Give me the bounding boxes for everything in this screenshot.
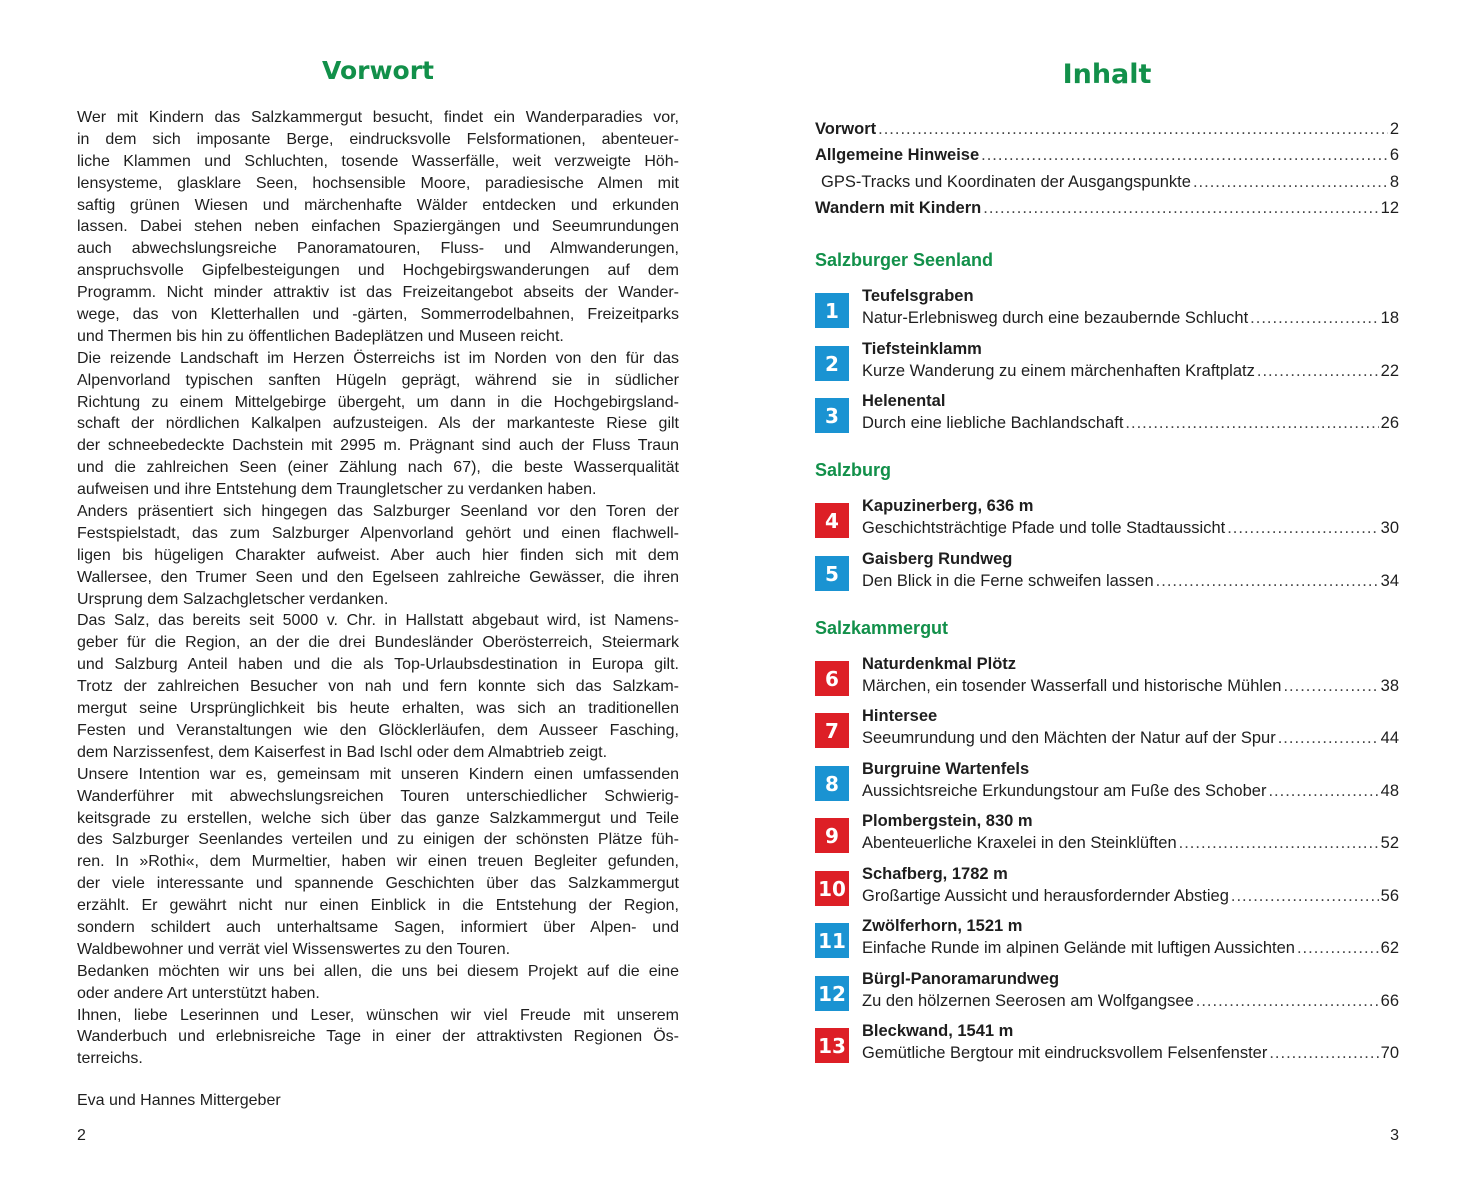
tour-entry[interactable] bbox=[815, 655, 1399, 704]
foreword-line: Wanderbuch und erlebnisreiche Tage in einer der attraktivsten Regionen Ös- bbox=[77, 1028, 679, 1046]
toc-entry-label: Vorwort bbox=[815, 120, 877, 138]
foreword-line: sondern schildert auch unterhaltsame Sagen, informiert über Alpen- und bbox=[77, 918, 679, 936]
tour-number-badge: 12 bbox=[815, 976, 849, 1011]
foreword-line: anspruchsvolle Gipfelbesteigungen und Hochgebirgswanderungen auf dem bbox=[77, 262, 679, 280]
foreword-line: dem Narzissenfest, dem Kaiserfest in Bad Ischl oder dem Almabtrieb zeigt. bbox=[77, 743, 608, 761]
foreword-line: erzählt. Er gewährt nicht nur einen Einblick in die Entstehung der Region, bbox=[77, 897, 679, 915]
foreword-line: Festspielstadt, das zum Salzburger Alpenvorland gehört und einen flachwell- bbox=[77, 524, 679, 542]
section-heading-salzburg: Salzburg bbox=[815, 460, 892, 480]
foreword-line: Wallersee, den Trumer Seen und den Egelseen zahlreiche Gewässer, die ihren bbox=[77, 568, 679, 586]
tour-description: Kurze Wanderung zu einem märchenhaften Kraftplatz bbox=[862, 362, 1255, 380]
foreword-line: des Salzburger Seenlandes verteilen und zu einigen der schönsten Plätze füh- bbox=[77, 831, 679, 849]
tour-number-badge: 2 bbox=[815, 346, 849, 381]
tour-entry[interactable] bbox=[815, 707, 1399, 756]
tour-title: Teufelsgraben bbox=[862, 287, 974, 305]
foreword-line: Ursprung dem Salzachgletscher verdanken. bbox=[77, 590, 389, 608]
foreword-line: in dem sich imposante Berge, eindrucksvolle Felsformationen, abenteuer- bbox=[77, 130, 679, 148]
tour-number-badge: 11 bbox=[815, 923, 849, 958]
tour-description: Aussichtsreiche Erkundungstour am Fuße des Schober bbox=[862, 782, 1267, 800]
section-heading-salzkammergut: Salzkammergut bbox=[815, 618, 949, 638]
foreword-line: wege, das von Kletterhallen und -gärten, Sommerrodelbahnen, Freizeitparks bbox=[77, 306, 679, 324]
tour-number-badge: 13 bbox=[815, 1028, 849, 1063]
tour-page: 34 bbox=[1380, 572, 1399, 590]
tour-page: 30 bbox=[1380, 519, 1399, 537]
tour-title: Plombergstein, 830 m bbox=[862, 812, 1033, 830]
toc-entry[interactable] bbox=[815, 199, 1399, 225]
tour-title: Helenental bbox=[862, 392, 946, 410]
tour-title: Tiefsteinklamm bbox=[862, 340, 982, 358]
foreword-line: der schneebedeckte Dachstein mit 2995 m. Prägnant sind auch der Fluss Traun bbox=[77, 437, 679, 455]
tour-title: Bürgl-Panoramarundweg bbox=[862, 970, 1060, 988]
tour-title: Naturdenkmal Plötz bbox=[862, 655, 1017, 673]
tour-entry[interactable] bbox=[815, 970, 1399, 1019]
dot-leader bbox=[1257, 362, 1379, 381]
dot-leader bbox=[1231, 887, 1379, 906]
foreword-line: Die reizende Landschaft im Herzen Österreichs ist im Norden von den für das bbox=[77, 349, 679, 367]
foreword-line: Anders präsentiert sich hingegen das Salzburger Seenland vor den Toren der bbox=[77, 503, 679, 521]
tour-description: Durch eine liebliche Bachlandschaft bbox=[862, 414, 1124, 432]
foreword-line: Festen und Veranstaltungen wie den Glöcklerläufen, dem Ausseer Fasching, bbox=[77, 721, 679, 739]
tour-number-badge: 7 bbox=[815, 713, 849, 748]
dot-leader bbox=[1196, 992, 1379, 1011]
dot-leader bbox=[1269, 1044, 1378, 1063]
toc-entry-page: 12 bbox=[1380, 198, 1399, 217]
toc-entry-label: Wandern mit Kindern bbox=[815, 198, 982, 217]
tour-page: 26 bbox=[1380, 414, 1399, 432]
toc-entry[interactable] bbox=[815, 120, 1399, 146]
tour-description-line bbox=[862, 939, 1399, 958]
foreword-text bbox=[77, 107, 679, 1070]
dot-leader bbox=[981, 146, 1388, 165]
tour-description-line bbox=[862, 834, 1399, 853]
page-title-vorwort: Vorwort bbox=[321, 56, 435, 85]
tour-description: Gemütliche Bergtour mit eindrucksvollem Felsenfenster bbox=[862, 1044, 1268, 1062]
tour-number-badge: 3 bbox=[815, 398, 849, 433]
tour-title: Burgruine Wartenfels bbox=[862, 760, 1030, 778]
tour-description-line bbox=[862, 677, 1399, 696]
tour-page: 44 bbox=[1380, 729, 1399, 747]
tour-page: 38 bbox=[1380, 677, 1399, 695]
tour-page: 48 bbox=[1380, 782, 1399, 800]
tour-entry[interactable] bbox=[815, 1022, 1399, 1071]
tour-number-badge: 6 bbox=[815, 661, 849, 696]
right-page bbox=[738, 0, 1477, 1182]
foreword-line: Alpenvorland typischen sanften Hügeln geprägt, während sie in südlicher bbox=[77, 371, 679, 389]
foreword-line: saftig grünen Wiesen und märchenhafte Wälder entdecken und erkunden bbox=[77, 196, 679, 214]
foreword-line: Bedanken möchten wir uns bei allen, die uns bei diesem Projekt auf die eine bbox=[77, 962, 679, 980]
tour-number-badge: 1 bbox=[815, 293, 849, 328]
tour-title: Bleckwand, 1541 m bbox=[862, 1022, 1014, 1040]
foreword-line: und Salzburg Anteil haben und die als Top-Urlaubsdestination in Europa gilt. bbox=[77, 656, 679, 674]
foreword-line: Waldbewohner und verrät viel Wissenswertes zu den Touren. bbox=[77, 940, 511, 958]
dot-leader bbox=[1179, 834, 1379, 853]
foreword-line: oder andere Art unterstützt haben. bbox=[77, 984, 320, 1002]
foreword-line: und die zahlreichen Seen (einer Zählung nach 67), die beste Wasserqualität bbox=[77, 459, 679, 477]
tour-description: Märchen, ein tosender Wasserfall und historische Mühlen bbox=[862, 677, 1282, 695]
tour-number-badge: 10 bbox=[815, 871, 849, 906]
dot-leader bbox=[1125, 414, 1378, 433]
tour-number-badge: 9 bbox=[815, 818, 849, 853]
toc-entry-page: 6 bbox=[1389, 146, 1399, 165]
tour-description: Natur-Erlebnisweg durch eine bezaubernde Schlucht bbox=[862, 309, 1249, 327]
foreword-line: ligen bis hügeligen Charakter aufweist. Aber auch hier finden sich mit dem bbox=[77, 546, 679, 564]
tour-title: Gaisberg Rundweg bbox=[862, 550, 1013, 568]
tour-description: Abenteuerliche Kraxelei in den Steinklüften bbox=[862, 834, 1177, 852]
tour-entry[interactable] bbox=[815, 392, 1399, 441]
tour-description-line bbox=[862, 782, 1399, 801]
dot-leader bbox=[1227, 519, 1378, 538]
toc-entry[interactable] bbox=[815, 146, 1399, 172]
tour-description-line bbox=[862, 992, 1399, 1011]
toc-entry-page: 8 bbox=[1389, 172, 1399, 191]
foreword-line: geber für die Region, an der die drei Bundesländer Oberösterreich, Steiermark bbox=[77, 634, 679, 652]
foreword-line: und Thermen bis hin zu öffentlichen Badeplätzen und Museen reicht. bbox=[77, 327, 564, 345]
foreword-line: Ihnen, liebe Leserinnen und Leser, wünschen wir viel Freude mit unserem bbox=[77, 1006, 679, 1024]
tour-entry[interactable] bbox=[815, 760, 1399, 809]
dot-leader bbox=[1250, 309, 1378, 328]
page-number-right: 3 bbox=[1390, 1127, 1399, 1144]
foreword-line: Wer mit Kindern das Salzkammergut besucht, findet ein Wanderparadies vor, bbox=[77, 109, 679, 126]
page-number-left: 2 bbox=[77, 1127, 86, 1144]
foreword-line: ren. In »Rothi«, dem Murmeltier, haben wir einen treuen Begleiter gefunden, bbox=[77, 853, 679, 871]
dot-leader bbox=[1268, 782, 1378, 801]
toc-general-entries bbox=[815, 120, 1399, 225]
tour-entry[interactable] bbox=[815, 865, 1399, 914]
dot-leader bbox=[1193, 173, 1388, 192]
section-heading-salzburger-seenland: Salzburger Seenland bbox=[815, 250, 994, 270]
tour-entry[interactable] bbox=[815, 497, 1399, 546]
tour-page: 66 bbox=[1380, 992, 1399, 1010]
foreword-line: der viele interessante und spannende Geschichten über das Salzkammergut bbox=[77, 875, 679, 893]
tour-description-line bbox=[862, 887, 1399, 906]
tour-description-line bbox=[862, 309, 1399, 328]
foreword-line: Das Salz, das bereits seit 5000 v. Chr. in Hallstatt abgebaut wird, ist Namens- bbox=[77, 612, 679, 630]
tour-number-badge: 5 bbox=[815, 556, 849, 591]
tour-description-line bbox=[862, 1044, 1399, 1063]
foreword-line: lensysteme, glasklare Seen, hochsensible Moore, paradiesische Almen mit bbox=[77, 174, 679, 192]
dot-leader bbox=[1283, 677, 1378, 696]
tour-entry[interactable] bbox=[815, 340, 1399, 389]
tour-description-line bbox=[862, 729, 1399, 748]
foreword-line: liche Klammen und Schluchten, tosende Wasserfälle, weit verzweigte Höh- bbox=[77, 152, 679, 170]
foreword-line: Unsere Intention war es, gemeinsam mit unseren Kindern einen umfassenden bbox=[77, 765, 679, 783]
tour-description-line bbox=[862, 572, 1399, 591]
dot-leader bbox=[878, 120, 1388, 139]
tour-description-line bbox=[862, 519, 1399, 538]
foreword-line: keitsgrade zu erstellen, welche sich über das ganze Salzkammergut und Teile bbox=[77, 809, 679, 827]
tour-title: Kapuzinerberg, 636 m bbox=[862, 497, 1034, 515]
toc-entry-label: GPS-Tracks und Koordinaten der Ausgangspunkte bbox=[821, 172, 1191, 191]
foreword-line: auch abwechslungsreiche Panoramatouren, Fluss- und Almwanderungen, bbox=[77, 240, 679, 258]
dot-leader bbox=[1297, 939, 1379, 958]
foreword-line: schaft der nördlichen Kalkalpen aufzusteigen. Als der markanteste Riese gilt bbox=[77, 415, 679, 433]
foreword-line: Programm. Nicht minder attraktiv ist das Freizeitangebot abseits der Wander- bbox=[77, 284, 679, 302]
toc-entry[interactable] bbox=[815, 173, 1399, 199]
tour-description: Zu den hölzernen Seerosen am Wolfgangsee bbox=[862, 992, 1194, 1010]
foreword-line: Trotz der zahlreichen Besucher von nah und fern konnte sich das Salzkam- bbox=[77, 678, 679, 696]
page-title-inhalt: Inhalt bbox=[1062, 59, 1152, 90]
tour-description: Geschichtsträchtige Pfade und tolle Stadtaussicht bbox=[862, 519, 1226, 537]
foreword-line: terreichs. bbox=[77, 1050, 143, 1068]
tour-description-line bbox=[862, 362, 1399, 381]
tour-page: 62 bbox=[1380, 939, 1399, 957]
tour-entry[interactable] bbox=[815, 812, 1399, 861]
tour-page: 18 bbox=[1380, 309, 1399, 327]
tour-description: Seeumrundung und den Mächten der Natur auf der Spur bbox=[862, 729, 1276, 747]
tour-description: Einfache Runde im alpinen Gelände mit luftigen Aussichten bbox=[862, 939, 1295, 957]
toc-entry-label: Allgemeine Hinweise bbox=[815, 146, 980, 165]
tour-description: Den Blick in die Ferne schweifen lassen bbox=[862, 572, 1154, 590]
tour-entry[interactable] bbox=[815, 550, 1399, 599]
tour-page: 56 bbox=[1380, 887, 1399, 905]
tour-title: Hintersee bbox=[862, 707, 938, 725]
tour-page: 70 bbox=[1380, 1044, 1399, 1062]
tour-entry[interactable] bbox=[815, 917, 1399, 966]
tour-number-badge: 8 bbox=[815, 766, 849, 801]
dot-leader bbox=[1156, 572, 1379, 591]
foreword-line: lassen. Dabei stehen neben einfachen Spaziergängen und Seeumrundungen bbox=[77, 218, 679, 236]
dot-leader bbox=[983, 199, 1378, 218]
dot-leader bbox=[1278, 729, 1379, 748]
foreword-line: mergut seine Ursprünglichkeit bis heute erhalten, was sich an traditionellen bbox=[77, 700, 679, 718]
tour-entry[interactable] bbox=[815, 287, 1399, 336]
foreword-line: aufweisen und ihre Entstehung dem Traungletscher zu verdanken haben. bbox=[77, 481, 597, 499]
tour-description-line bbox=[862, 414, 1399, 433]
tour-title: Schafberg, 1782 m bbox=[862, 865, 1008, 883]
toc-entry-page: 2 bbox=[1389, 120, 1399, 138]
foreword-line: Richtung zu einem Mittelgebirge übergeht, um dann in die Hochgebirgsland- bbox=[77, 393, 679, 411]
tour-page: 52 bbox=[1380, 834, 1399, 852]
tour-page: 22 bbox=[1380, 362, 1399, 380]
tour-number-badge: 4 bbox=[815, 503, 849, 538]
foreword-line: Wanderführer mit abwechslungsreichen Touren unterschiedlicher Schwierig- bbox=[77, 787, 679, 805]
tour-description: Großartige Aussicht und herausfordernder Abstieg bbox=[862, 887, 1229, 905]
signature: Eva und Hannes Mittergeber bbox=[77, 1092, 281, 1109]
tour-title: Zwölferhorn, 1521 m bbox=[862, 917, 1023, 935]
left-page bbox=[0, 0, 738, 1182]
